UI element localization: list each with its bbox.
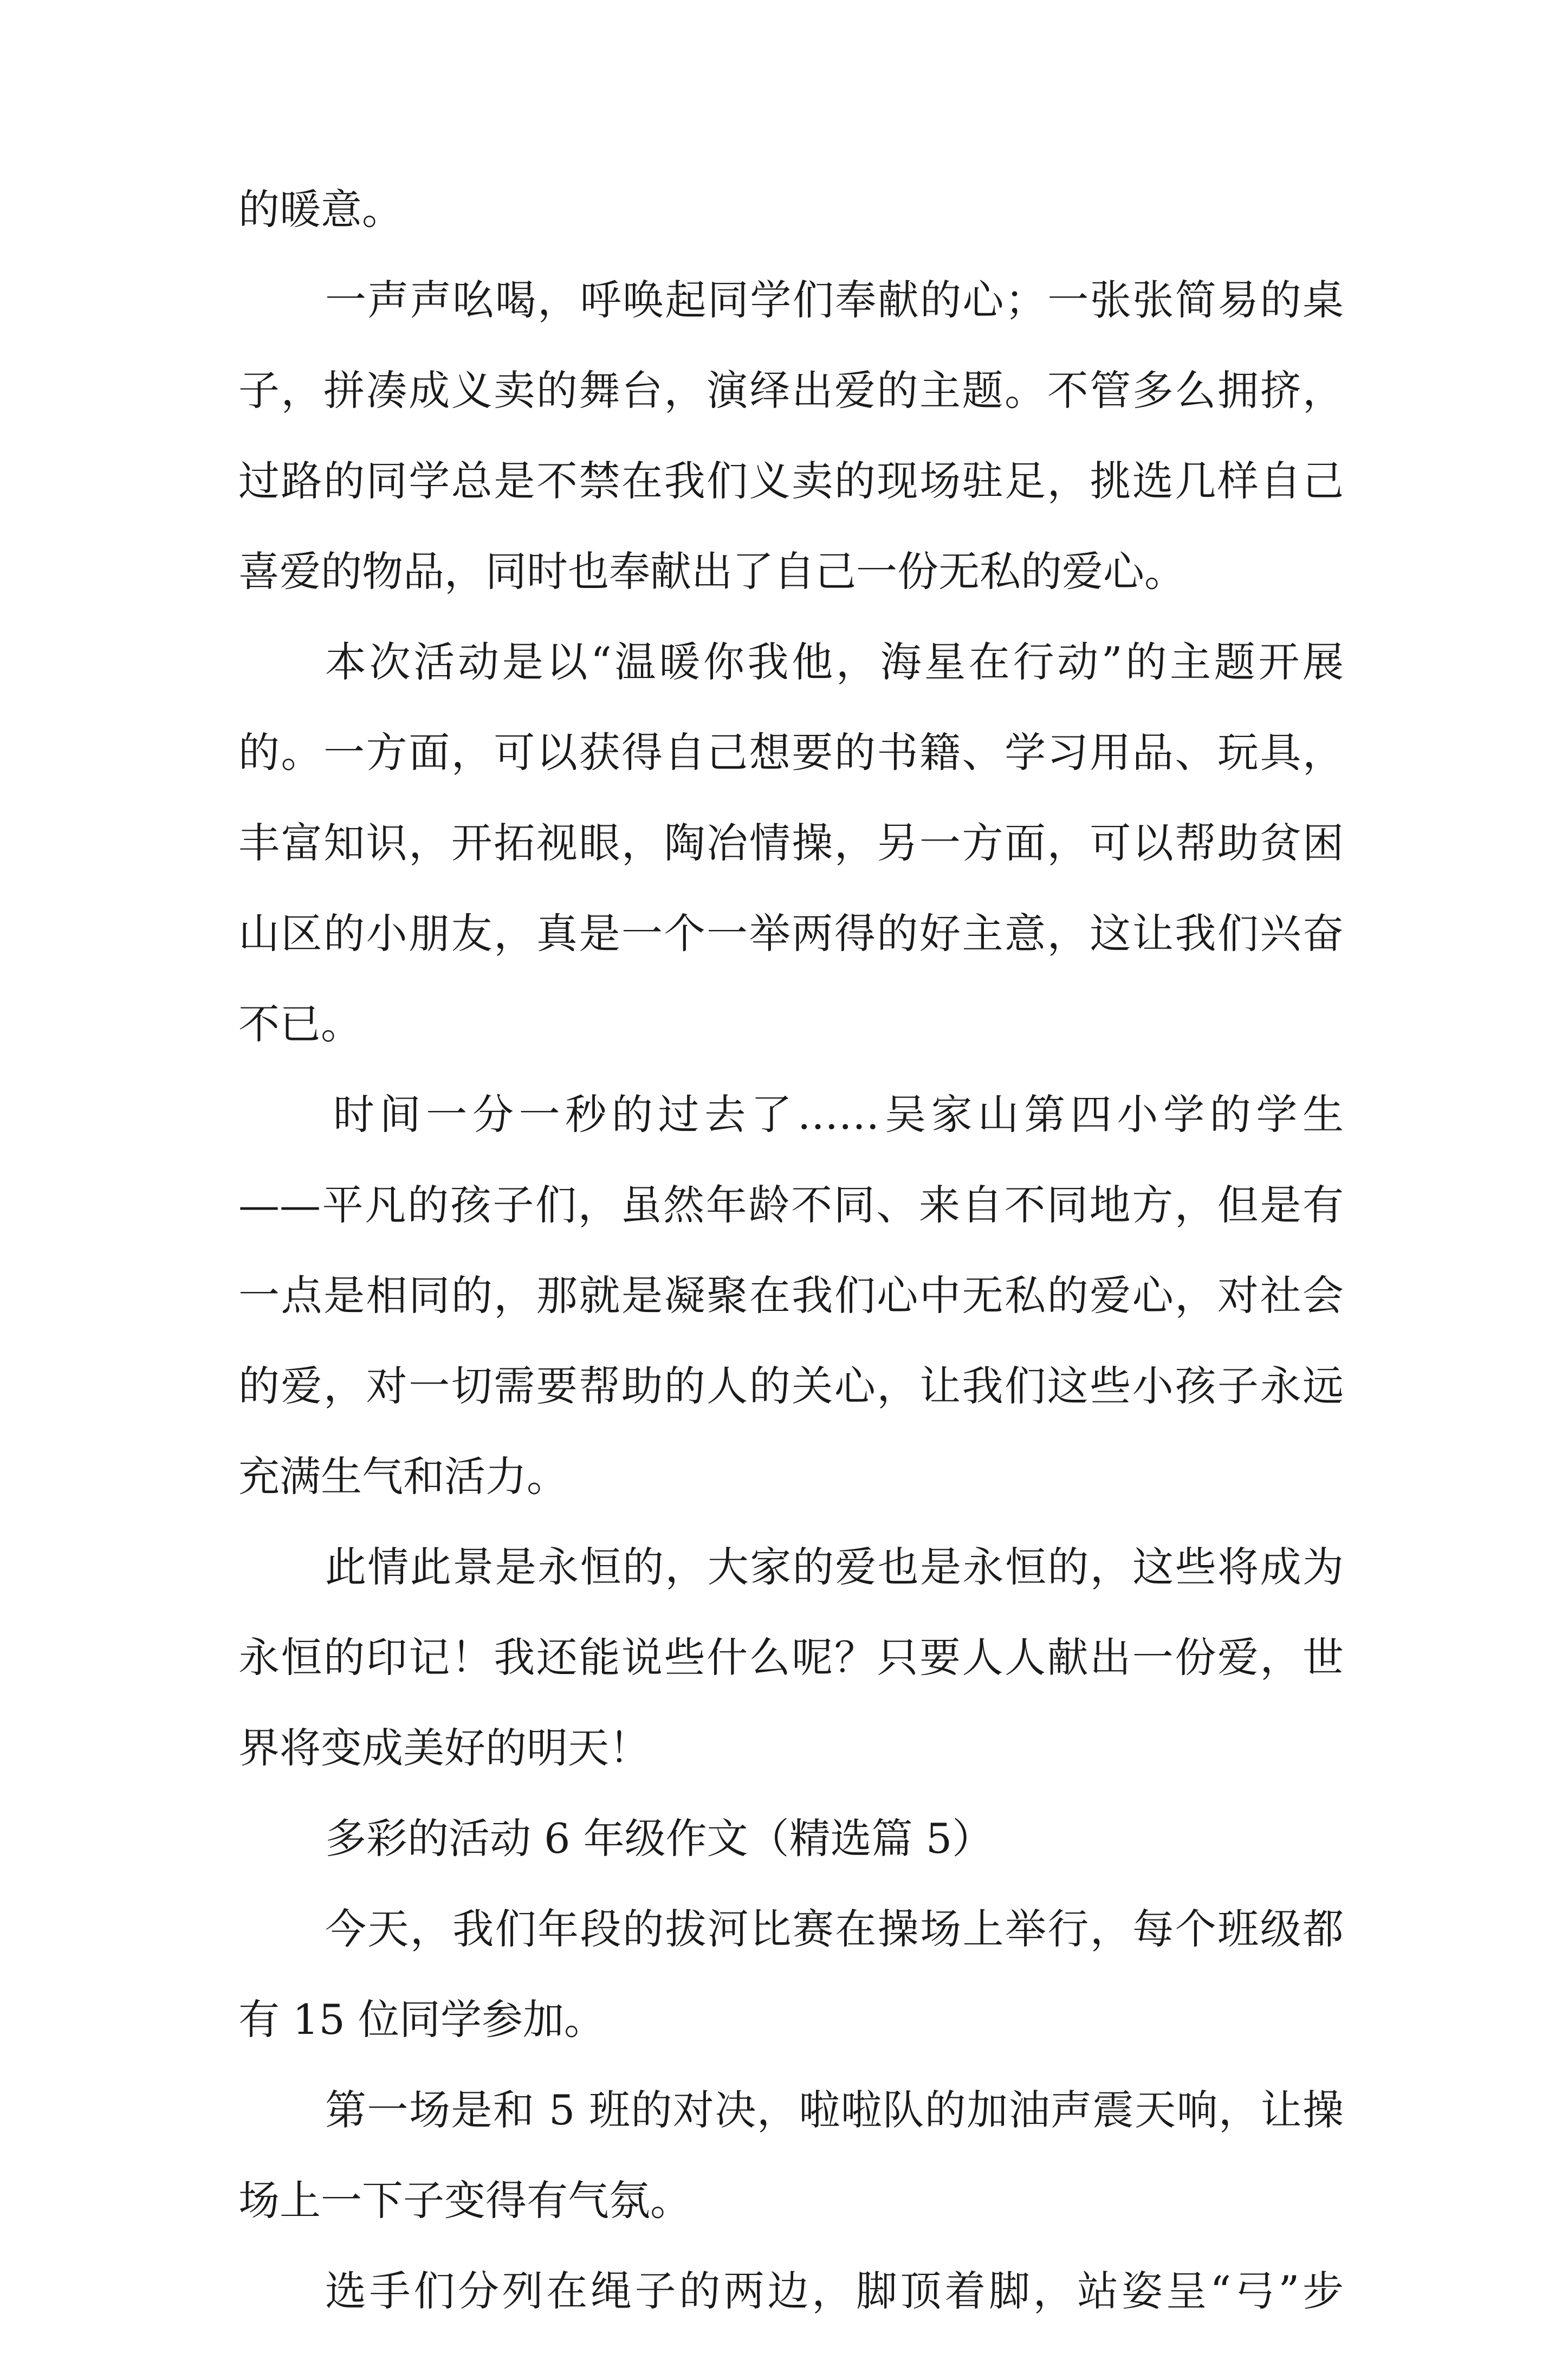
paragraph-start-line: 今天，我们年段的拔河比赛在操场上举行，每个班级都 (325, 1905, 1344, 1953)
paragraph-start-line: 本次活动是以“温暖你我他，海星在行动”的主题开展 (325, 638, 1344, 686)
text-line: 不已。 (238, 1000, 362, 1048)
text-line: 界将变成美好的明天！ (238, 1724, 650, 1772)
text-line: 的。一方面，可以获得自己想要的书籍、学习用品、玩具， (238, 728, 1344, 777)
text-line: 的暖意。 (238, 185, 403, 234)
text-line: 一点是相同的，那就是凝聚在我们心中无私的爱心，对社会 (238, 1271, 1344, 1320)
paragraph-start-line: 一声声吆喝，呼唤起同学们奉献的心；一张张简易的桌 (325, 276, 1344, 324)
text-line: 永恒的印记！我还能说些什么呢？只要人人献出一份爱，世 (238, 1633, 1344, 1682)
paragraph-start-line: 第一场是和 5 班的对决，啦啦队的加油声震天响，让操 (325, 2086, 1344, 2134)
text-line: 子，拼凑成义卖的舞台，演绎出爱的主题。不管多么拥挤， (238, 366, 1344, 415)
paragraph-start-line: 时间一分一秒的过去了……吴家山第四小学的学生 (333, 1090, 1344, 1139)
text-line: ——平凡的孩子们，虽然年龄不同、来自不同地方，但是有 (238, 1181, 1344, 1229)
text-line: 充满生气和活力。 (238, 1452, 568, 1501)
text-line: 场上一下子变得有气氛。 (238, 2176, 691, 2225)
document-body (238, 187, 1344, 2359)
text-line: 丰富知识，开拓视眼，陶冶情操，另一方面，可以帮助贫困 (238, 819, 1344, 867)
paragraph-start-line: 选手们分列在绳子的两边，脚顶着脚，站姿呈“弓”步 (325, 2267, 1344, 2315)
text-line: 过路的同学总是不禁在我们义卖的现场驻足，挑选几样自己 (238, 457, 1344, 505)
text-line: 有 15 位同学参加。 (238, 1995, 606, 2044)
text-line: 喜爱的物品，同时也奉献出了自己一份无私的爱心。 (238, 547, 1185, 596)
section-heading: 多彩的活动 6 年级作文（精选篇 5） (325, 1814, 994, 1863)
text-line: 山区的小朋友，真是一个一举两得的好主意，这让我们兴奋 (238, 909, 1344, 958)
paragraph-start-line: 此情此景是永恒的，大家的爱也是永恒的，这些将成为 (325, 1543, 1344, 1591)
text-line: 的爱，对一切需要帮助的人的关心，让我们这些小孩子永远 (238, 1362, 1344, 1410)
